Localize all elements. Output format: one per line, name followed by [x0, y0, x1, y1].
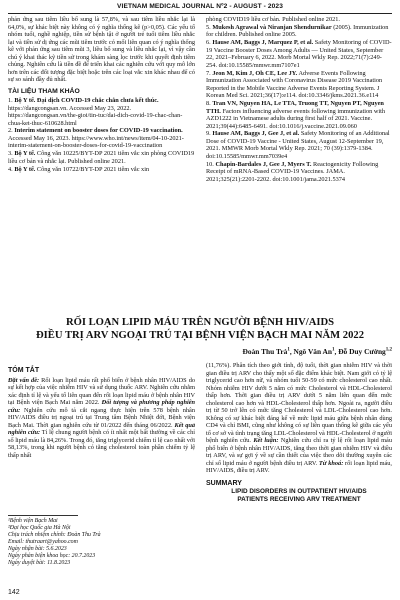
reference-item: phòng COVID19 liều cơ bản. Published online 2021.: [206, 16, 340, 23]
review-date: Ngày phản biện khoa học: 20.7.2023: [8, 553, 96, 559]
affiliation-1: ¹Bệnh viện Bạch Mai: [8, 518, 58, 524]
abstract-column-left: [8, 367, 195, 459]
article-title: [8, 316, 392, 342]
reference-item: 6. Hause AM, Baggs J, Marquez P, et al. Safety Monitoring of COVID-19 Vaccine Booster Doses Among Adults — United States, September 22, 2021–February 6, 2022. Morb Mortal Wkly Rep. 2022;71(7):249-254. doi:10.15585/mmwr.mm7107e1: [206, 39, 392, 69]
reference-item: 10. Chapin-Bardales J, Gee J, Myers T. Reactogenicity Following Receipt of mRNA-Based COVID-19 Vaccines. JAMA. 2021;325(21):2201-2202. doi:10.1001/jama.2021.5374: [206, 160, 379, 183]
top-right-column: [206, 16, 392, 184]
article-title-line: RỐI LOẠN LIPID MÁU TRÊN NGƯỜI BỆNH HIV/AIDS: [65, 317, 335, 328]
abstract-paragraph: Đặt vấn đề: Rối loạn lipid máu rất phổ biến ở bệnh nhân HIV/AIDS do sự kết hợp của việc nhiễm HIV và sử dụng thuốc ARV. Nghiên cứu nhằm xác định tỉ lệ và yếu tố liên quan đến rối loạn lipid máu ở bệnh nhân HIV tại Bệnh viện Bạch Mai năm 2022. Đối tượng và phương pháp nghiên cứu: Nghiên cứu mô tả cắt ngang thực hiện trên 578 bệnh nhân HIV/AIDS điều trị ngoại trú tại Trung tâm Bệnh Nhiệt đới, Bệnh viện Bạch Mai. Thời gian nghiên cứu từ 01/2022 đến tháng 06/2022. Kết quả nghiên cứu: Tỉ lệ chung người bệnh có ít nhất một bất thường về các chỉ số lipid máu là 84,26%. Trong đó, tăng triglycerid chiếm tỉ lệ cao nhất với 58,13%, trong khi người bệnh có tăng cholesterol toàn phần chiếm tỷ lệ thấp nhất: [8, 376, 195, 459]
references-list-left: [8, 97, 195, 173]
article-title-line: ĐIỀU TRỊ ARV NGOẠI TRÚ TẠI BỆNH VIỆN BẠCH MAI NĂM 2022: [36, 330, 364, 341]
summary-heading: SUMMARY: [206, 479, 242, 487]
english-title: LIPID DISORDERS IN OUTPATIENT HIV/AIDS PATIENTS RECEIVING ARV TREATMENT: [231, 488, 367, 503]
reference-item: 7. Jeon M, Kim J, Oh CE, Lee JY. Adverse Events Following Immunization Associated with Coronavirus Disease 2019 Vaccination Reported in the Mobile Vaccine Adverse Events Reporting System. J Korean Med Sci. 2021;36(17):e114. doi:10.3346/jkms.2021.36.e114: [206, 69, 383, 100]
top-left-column: [8, 16, 195, 174]
previous-article-conclusion: phản ứng sau tiêm liều bổ sung là 57,8%, và sau tiêm liều nhắc lại là 64,0%, sự khác biệt này không có ý nghĩa thống kê (p>0,05). Các yếu tố nhóm tuổi, nghề nghiệp, tiền sử bệnh tật ở người trẻ tuổi tiêm liều nhắc lại và tiền sử dị ứng các mũi tiêm trước có mối liên quan có ý nghĩa thống kê với phản ứng sau tiêm mũi 3, liều bổ sung và liều nhắc lại, vì vậy cần chú ý khai thác kỹ tiền sử trong khám sàng lọc trước khi quyết định tiêm chủng. Nghiên cứu là tiền đề để triển khai các nghiên cứu với quy mô lớn hơn trên các đối tượng đặc biệt hoặc trên các loại vắc xin khác nhau để có sự so sánh đầy đủ nhất.: [8, 16, 195, 83]
reference-item: 9. Hause AM, Baggs J, Gee J, et al. Safety Monitoring of an Additional Dose of COVID-19 Vaccine - United States, August 12-September 19, 2021. MMWR Morb Mortal Wkly Rep. 2021; 70 (39):1379-1384. doi:10.15585/mmwr.mm7039e4: [206, 130, 390, 160]
affiliation-2: ²Đại học Quốc gia Hà Nội: [8, 525, 71, 531]
author-name: Ngô Văn An: [293, 347, 332, 356]
reference-item: 5. Mukesh Agrawal và Niranjan Shendurnikar (2005). Immunization for children. Published online 2005.: [206, 23, 389, 39]
header-rule: [8, 13, 392, 14]
references-heading: TÀI LIỆU THAM KHẢO: [8, 87, 80, 95]
footnote-divider: [8, 515, 78, 516]
received-date: Ngày nhận bài: 5.6.2023: [8, 546, 67, 552]
corresponding-author: Chịu trách nhiệm chính: Đoàn Thu Trà: [8, 532, 101, 538]
author-line: Đoàn Thu Trà$^1$, Ngô Văn An$^1$, Đỗ Duy Cường$^{1,2}$: [242, 347, 392, 356]
references-list-right: [206, 16, 392, 183]
accepted-date: Ngày duyệt bài: 11.8.2023: [8, 560, 71, 566]
abstract-heading: TÓM TẮT: [8, 367, 40, 374]
page-number: 142: [8, 589, 20, 596]
author-name: Đỗ Duy Cường: [338, 347, 386, 356]
author-name: Đoàn Thu Trà: [242, 347, 288, 356]
reference-item: 1. Bộ Y tế. Đại dịch COVID-19 chắc chắn chưa kết thúc. https://dangcongsan.vn. Accessed May 23, 2022. https://dangcongsan.vn/the-gioi/tin-tuc/dai-dich-covid-19-chac-chan-chua-ket-thuc-610628.html: [8, 97, 183, 127]
reference-item: 2. Interim statement on booster doses for COVID-19 vaccination. Accessed May 16, 2023. https://www.who.int/news/item/04-10-2021-interim-statement-on-booster-doses-for-covid-19-vaccination: [8, 127, 184, 150]
reference-item: 4. Bộ Y tế. Công văn 10722/BYT-DP 2021 tiêm vắc xin: [8, 165, 150, 173]
abstract-continued: (11,76%). Phân tích theo giới tính, độ tuổi, thời gian nhiễm HIV và thời gian điều trị ARV cho thấy một số đặc điểm khác biệt. Nam giới có tỷ lệ triglycerid cao hơn nữ, và nhóm tuổi 50-59 có mức cholesterol cao nhất. Nhóm nhiễm HIV dưới 5 năm có mức Cholesterol và HDL-Cholesterol thấp hơn. Thời gian điều trị ARV dưới 5 năm liên quan đến mức cholesterol cao hơn và HDL-Cholesterol thấp hơn. Ngoài ra, người điều trị từ 50 trở lên có mức tăng Cholesterol và LDL-Cholesterol cao hơn. Không có sự khác biệt đáng kể về mức lipid máu giữa bệnh nhân dùng CD4 và chỉ BMI, cũng như không có sự liên quan thống kê giữa các yếu tố cơ sở và tình trạng tăng LDL-Cholesterol và HDL-Cholesterol ở người bệnh nghiên cứu. Kết luận: Nghiên cứu chỉ ra tỷ lệ rối loạn lipid máu phổ biến ở bệnh nhân HIV/AIDS, tăng theo thời gian nhiễm HIV và điều trị ARV, và sự gợi ý về sự cần thiết của việc theo dõi thường xuyên các chỉ số lipid máu ở người bệnh điều trị ARV. Từ khoá: rối loạn lipid máu, HIV/AIDS, điều trị ARV.: [206, 362, 392, 474]
abstract-column-right: [206, 362, 392, 504]
reference-item: 3. Bộ Y tế. Công văn 10225/BYT-DP 2021 tiêm vắc xin phòng COVID19 liều cơ bản và nhắc lại. Published online 2021.: [8, 150, 195, 165]
journal-header: VIETNAM MEDICAL JOURNAL Nº2 - AUGUST - 2023: [117, 3, 283, 10]
reference-item: 8. Tran VN, Nguyen HA, Le TTA, Truong TT, Nguyen PT, Nguyen TTH. Factors influencing adverse events following immunization with AZD1222 in Vietnamese adults during first half of 2021. Vaccine. 2021;39(44):6485-6491. doi:10.1016/j.vaccine.2021.09.060: [206, 100, 386, 130]
author-email: Email: thutraart@yahoo.com: [8, 539, 78, 545]
footnotes: [8, 518, 195, 567]
